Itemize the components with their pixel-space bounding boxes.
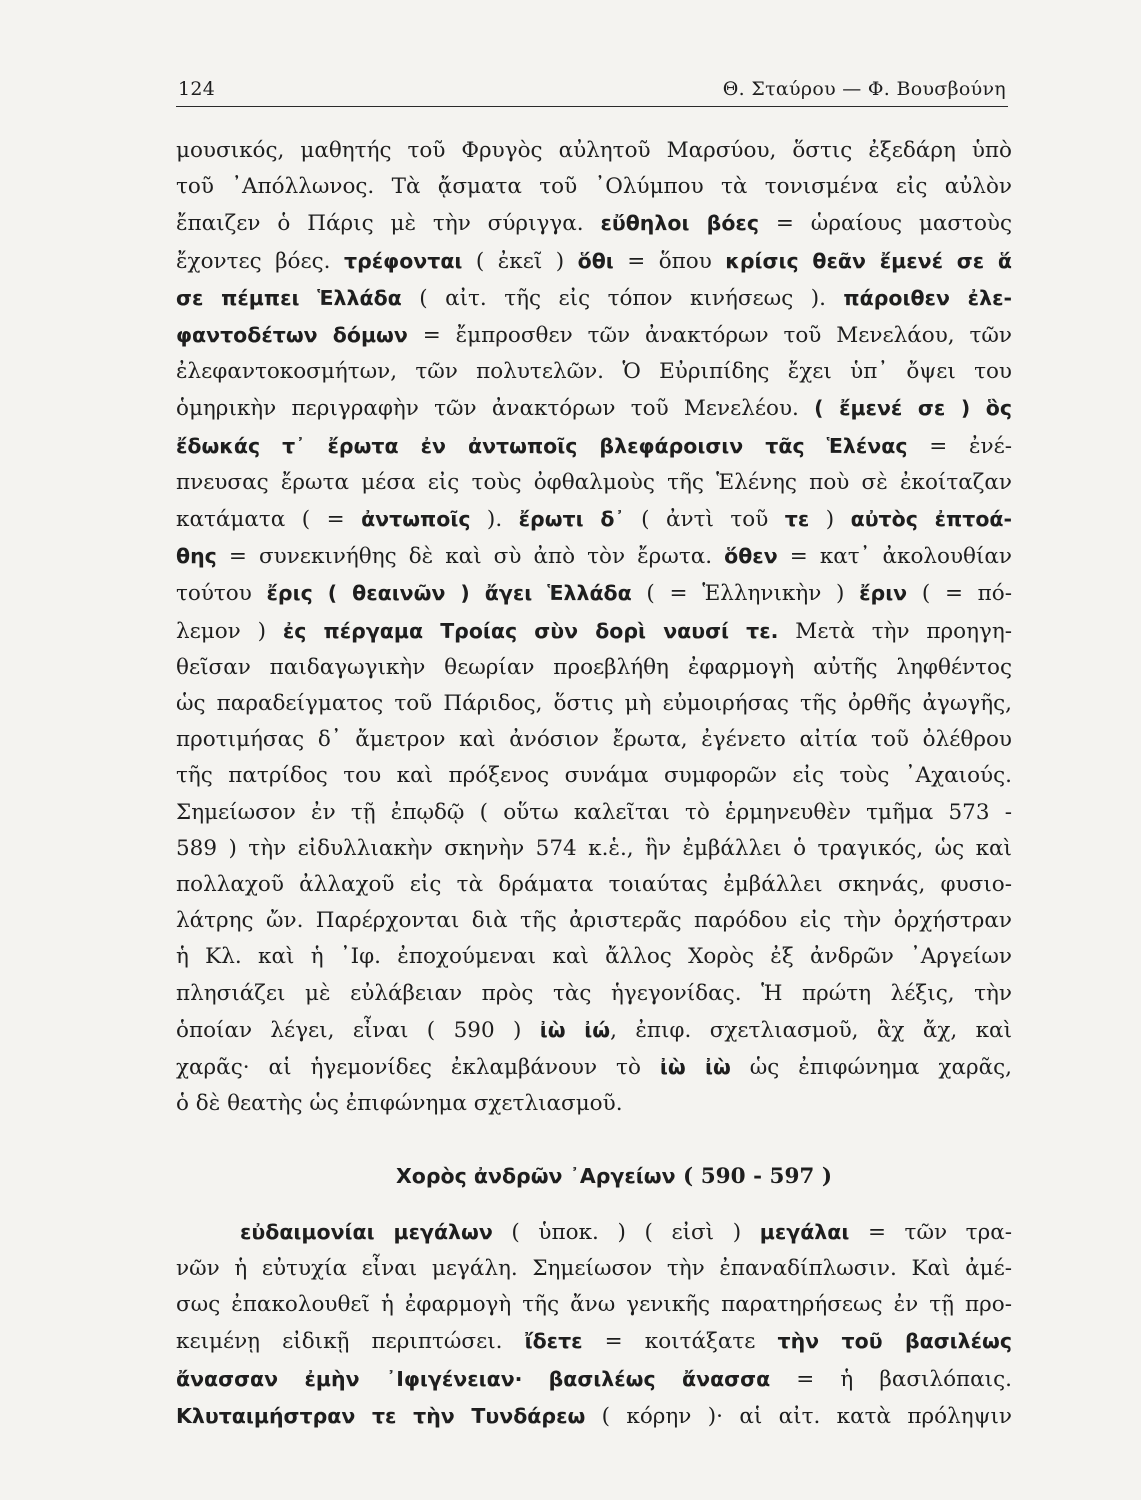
bold-lemma: ἔρις ( θεαινῶν ) ἄγει Ἑλλάδα [266, 581, 632, 606]
text-line [176, 903, 1012, 939]
text-run: ὡς παραδείγματος τοῦ Πάριδος, ὅστις μὴ εὐμοιρήσας τῆς ὀρθῆς ἀγωγῆς, [176, 691, 1012, 717]
text-line [176, 538, 1012, 575]
text-run: τῆς πατρίδος του καὶ πρόξενος συνάμα συμφορῶν εἰς τοὺς ᾿Αχαιούς. [176, 763, 1012, 789]
text-line [176, 867, 1012, 903]
text-line [176, 1049, 1012, 1086]
text-run: = κατ᾿ ἀκολουθίαν [777, 544, 1012, 570]
bold-lemma: Κλυταιμήστραν τε τὴν Τυνδάρεω [176, 1403, 586, 1428]
bold-lemma: πάροιθεν ἐλε- [843, 285, 1012, 310]
bold-lemma: τε [784, 507, 810, 532]
text-run: κειμένῃ εἰδικῇ περιπτώσει. [176, 1329, 525, 1355]
text-run: πνευσας ἔρωτα μέσα εἰς τοὺς ὀφθαλμοὺς τῆς Ἑλένης ποὺ σὲ ἐκοίταζαν [176, 469, 1012, 495]
text-run: ) [809, 507, 851, 533]
text-run: προτιμήσας δ᾿ ἄμετρον καὶ ἀνόσιον ἔρωτα, ἐγένετο αἰτία τοῦ ὀλέθρου [176, 727, 1012, 753]
text-run: ἐλεφαντοκοσμήτων, τῶν πολυτελῶν. Ὁ Εὐριπίδης ἔχει ὑπ᾿ ὄψει του [176, 359, 1012, 385]
text-line [176, 243, 1012, 280]
bold-lemma: ἔδωκάς τ᾿ ἔρωτα ἐν ἀντωποῖς βλεφάροισιν τᾶς Ἑλένας [176, 433, 908, 458]
text-line [176, 939, 1012, 975]
bold-lemma: ἐς πέργαμα Τροίας σὺν δορὶ ναυσί τε. [282, 618, 779, 643]
text-run: ὁποίαν λέγει, εἶναι ( 590 ) [176, 1017, 540, 1043]
text-run [522, 1367, 548, 1392]
text-line [176, 650, 1012, 686]
text-run: ἔχοντες βόες. [176, 248, 344, 274]
bold-lemma: τὴν τοῦ βασιλέως [777, 1329, 1013, 1354]
text-line [176, 1012, 1012, 1049]
bold-lemma: ὅθεν [724, 544, 778, 569]
text-run: ὡς ἐπιφώνημα χαρᾶς, [730, 1055, 1012, 1081]
bold-lemma: βασιλέως ἄνασσα [548, 1366, 771, 1391]
text-run: = συνεκινήθης δὲ καὶ σὺ ἀπὸ τὸν ἔρωτα. [216, 544, 725, 570]
text-line [176, 1398, 1012, 1435]
text-run: = κοιτάξατε [582, 1329, 778, 1355]
text-line [176, 1086, 1012, 1122]
text-run: = ὅπου [613, 248, 726, 274]
section-heading [176, 1158, 1012, 1195]
bold-lemma: μεγάλαι [759, 1219, 850, 1244]
text-run: , ἐπιφ. σχετλιασμοῦ, ἂχ ἄχ, καὶ [610, 1017, 1012, 1043]
text-line [176, 354, 1012, 390]
bold-lemma: Χορὸς ἀνδρῶν ᾿Αργείων [395, 1164, 676, 1189]
text-run: = ὡραίους μαστοὺς [758, 211, 1013, 237]
text-run: ). [470, 507, 519, 533]
text-line [176, 1287, 1012, 1323]
bold-lemma: ἄνασσαν ἐμὴν ᾿Ιφιγένειαν· [176, 1366, 523, 1391]
commentary-paragraph-1 [176, 133, 1012, 1122]
text-run: ἔπαιζεν ὁ Πάρις μὲ τὴν σύριγγα. [176, 211, 601, 237]
text-run: ( ἀντὶ τοῦ [624, 507, 785, 533]
text-line [176, 613, 1012, 650]
text-run: ( ὑποκ. ) ( εἰσὶ ) [492, 1219, 760, 1245]
text-line [176, 575, 1012, 612]
text-line [176, 390, 1012, 427]
text-run: = ἡ βασιλόπαις. [770, 1366, 1012, 1392]
text-run: = τῶν τρα- [849, 1219, 1012, 1245]
bold-lemma: σε πέμπει Ἑλλάδα [176, 285, 402, 310]
bold-lemma: φαντοδέτων δόμων [176, 323, 408, 348]
text-run: θεῖσαν παιδαγωγικὴν θεωρίαν προεβλήθη ἐφαρμογὴ αὐτῆς ληφθέντος [176, 654, 1012, 680]
page-number: 124 [178, 78, 216, 100]
text-run: ὁμηρικὴν περιγραφὴν τῶν ἀνακτόρων τοῦ Μενελέου. [176, 396, 815, 422]
commentary-paragraph-2 [176, 1214, 1012, 1435]
text-line [176, 428, 1012, 465]
body-text [176, 133, 1012, 1435]
bold-lemma: ὅθι [577, 248, 614, 273]
text-run: λεμον ) [176, 618, 283, 644]
text-run: μουσικός, μαθητής τοῦ Φρυγὸς αὐλητοῦ Μαρσύου, ὅστις ἐξεδάρη ὑπὸ [176, 138, 1012, 163]
text-run: ( 590 - 597 ) [675, 1164, 833, 1190]
bold-lemma: εὔθηλοι βόες [600, 211, 759, 236]
text-line [176, 317, 1012, 354]
text-line [176, 133, 1012, 169]
text-run: χαρᾶς· αἱ ἡγεμονίδες ἐκλαμβάνουν τὸ [176, 1055, 660, 1081]
text-run: 589 ) τὴν εἰδυλλιακὴν σκηνὴν 574 κ.ἑ., ἣν ἐμβάλλει ὁ τραγικός, ὡς καὶ [176, 835, 1012, 861]
text-line [176, 976, 1012, 1012]
text-run: = ἔμπροσθεν τῶν ἀνακτόρων τοῦ Μενελάου, τῶν [407, 323, 1013, 349]
bold-lemma: ( ἔμενέ σε ) ὃς [814, 396, 1012, 421]
text-line [176, 205, 1012, 242]
bold-lemma: ἴδετε [524, 1329, 583, 1354]
text-run: ( ἐκεῖ ) [462, 248, 578, 274]
text-line [176, 1361, 1012, 1398]
text-run: = ἐνέ- [907, 433, 1012, 459]
text-run: πλησιάζει μὲ εὐλάβειαν πρὸς τὰς ἡγεγονίδας. Ἡ πρώτη λέξις, τὴν [176, 980, 1012, 1006]
bold-lemma: κρίσις θεᾶν ἔμενέ σε ἅ [725, 248, 1013, 273]
text-line [176, 465, 1012, 501]
text-run: ( αἰτ. τῆς εἰς τόπον κινήσεως ). [401, 285, 844, 311]
text-run: Μετὰ τὴν προηγη- [778, 618, 1012, 644]
bold-lemma: τρέφονται [343, 248, 463, 273]
text-run: νῶν ἡ εὐτυχία εἶναι μεγάλη. Σημείωσον τὴν ἐπαναδίπλωσιν. Καὶ ἀμέ- [176, 1255, 1012, 1281]
text-line [176, 1214, 1012, 1251]
bold-lemma: εὐδαιμονίαι μεγάλων [240, 1219, 493, 1244]
bold-lemma: αὐτὸς ἐπτοά- [850, 507, 1013, 532]
text-line [176, 1323, 1012, 1360]
bold-lemma: θης [176, 544, 217, 569]
text-run: ( = πό- [907, 581, 1012, 607]
page-header [176, 74, 1008, 107]
bold-lemma: ἔρωτι δ᾿ [518, 507, 625, 532]
text-run: ( κόρην )· αἱ αἰτ. κατὰ πρόληψιν [585, 1403, 1012, 1429]
text-run: πολλαχοῦ ἀλλαχοῦ εἰς τὰ δράματα τοιαύτας ἐμβάλλει σκηνάς, φυσιο- [176, 872, 1012, 898]
text-run: ( = Ἑλληνικὴν ) [631, 581, 860, 607]
text-line [176, 795, 1012, 831]
bold-lemma: ἰὼ ἰὼ [659, 1055, 731, 1080]
text-line [176, 722, 1012, 758]
text-run: κατάματα ( = [176, 507, 362, 533]
text-line [176, 831, 1012, 867]
text-run: τούτου [176, 581, 267, 607]
text-run: λάτρης ὤν. Παρέρχονται διὰ τῆς ἀριστερᾶς παρόδου εἰς τὴν ὀρχήστραν [176, 908, 1012, 934]
text-line [176, 280, 1012, 317]
text-run: σως ἐπακολουθεῖ ἡ ἐφαρμογὴ τῆς ἄνω γενικῆς παρατηρήσεως ἐν τῇ προ- [176, 1292, 1012, 1318]
text-run: ἡ Κλ. καὶ ἡ ᾿Ιφ. ἐποχούμεναι καὶ ἄλλος Χορὸς ἐξ ἀνδρῶν ᾿Αργείων [176, 944, 1012, 970]
text-run: Σημείωσον ἐν τῇ ἐπῳδῷ ( οὕτω καλεῖται τὸ ἑρμηνευθὲν τμῆμα 573 - [176, 799, 1012, 825]
text-run: ὁ δὲ θεατὴς ὡς ἐπιφώνημα σχετλιασμοῦ. [176, 1091, 623, 1117]
text-line [176, 1251, 1012, 1287]
running-head: Θ. Σταύρου — Φ. Βουσβούνη [722, 78, 1006, 100]
text-run: τοῦ ᾿Απόλλωνος. Τὰ ᾄσματα τοῦ ᾿Ολύμπου τὰ τονισμένα εἰς αὐλὸν [176, 174, 1012, 200]
bold-lemma: ἔριν [859, 581, 908, 606]
text-line [176, 686, 1012, 722]
bold-lemma: ἰὼ ἰώ [539, 1017, 611, 1042]
text-line [176, 758, 1012, 794]
text-line [176, 169, 1012, 205]
bold-lemma: ἀντωποῖς [361, 507, 471, 532]
text-line [176, 501, 1012, 538]
